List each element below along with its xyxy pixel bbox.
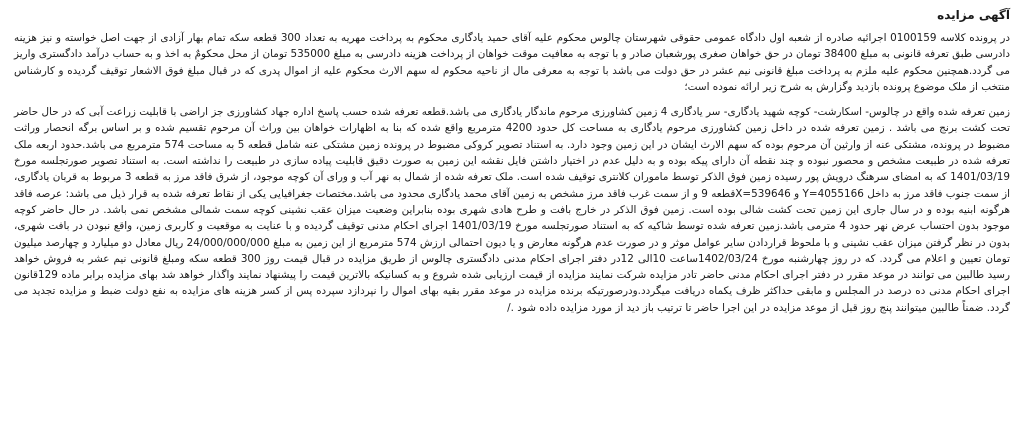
notice-title: آگهی مزایده <box>937 8 1010 22</box>
notice-paragraph-case-details: در پرونده کلاسه 0100159 اجرائیه صادره از شعبه اول دادگاه عمومی حقوقی شهرستان چالوس محکوم علیه آقای حمید یادگاری محکوم به پرداخت مهریه به تعداد 300 قطعه سکه تمام بهار آزادی از جهت اصل خواسته و نیز هزینه دادرسی طبق تعرفه قانونی به مبلغ 38400 تومان در حق خواهان صغری پورشعبان صادر و با توجه به معافیت موقت خواهان از پرداخت هزینه دادرسی به مبلغ 535000 تومان از محل محکومٌ به اخذ و به حساب درآمد دادگستری واریز می گردد.همچنین محکوم علیه ملزم به پرداخت مبلغ قانونی نیم عشر در حق دولت می باشد با توجه به معرفی مال از ناحیه محکوم له سهم الارث محکوم علیه از اموال پدری که در قبال مبلغ فوق الاشعار توقیف گردیده و کارشناس منتخب از ملک موضوع پرونده بازدید وگزارش به شرح زیر ارائه نموده است؛ <box>14 32 1011 93</box>
notice-paragraph-property-details: زمین تعرفه شده واقع در چالوس- اسکارشت- کوچه شهید یادگاری- سر یادگاری 4 زمین کشاورزی مرحوم ماندگار یادگاری می باشد.قطعه تعرفه شده حسب پاسخ اداره جهاد کشاورزی جز اراضی با قابلیت زراعت آبی که در حال حاضر تحت کشت برنج می باشد . زمین تعرفه شده در داخل زمین کشاورزی مرحوم یادگاری به مساحت کل حدود 4200 مترمربع واقع شده که بنا به اظهارات خواهان بین وراث آن مرحوم تقسیم شده و بر اساس برگه انحصار وراثت مضبوط در پرونده، مشتکی عنه از وارثین آن مرحوم بوده که سهم الارث ایشان در این زمین وجود دارد. به استناد تصویر کروکی مضبوط در پرونده زمین مشتکی عنه شامل قطعه 5 به مساحت 574 مترمربع می باشد.حدود اربعه ملک تعرفه شده در طبیعت مشخص و محصور نبوده و چند نقطه آن دارای پیکه بوده و به دلیل عدم در اختیار داشتن فایل نقشه این زمین به صورت دقیق قابلیت پیاده سازی در طبیعت را نداشته است. به استناد تصویر صورتجلسه مورخ 1401/03/19 که به امضای سرهنگ درویش پور رسیده زمین فوق الذکر توسط ماموران کلانتری توقیف شده است. ملک تعرفه شده از شمال به نهر آب و ورای آن کوچه موجود، از شرق فاقد مرز به قطعه 3 مربوط به قربان یادگاری، از سمت جنوب فاقد مرز به داخل Y=4055166 و X=539646قطعه 9 و از سمت غرب فاقد مرز مشخص به زمین آقای محمد یادگاری محدود می باشد.مختصات جغرافیایی یکی از نقاط تعرفه شده به قرار ذیل می باشد: عرصه فاقد هرگونه ابنیه بوده و در سال جاری این زمین تحت کشت شالی بوده است. زمین فوق الذکر در خارج بافت و طرح هادی شهری بوده بنابراین وضعیت میزان عقب نشینی کوچه سمت شمالی مشخص نمی باشد. در حال حاضر کوچه موجود بدون احتساب عرض نهر حدود 4 مترمی باشد.زمین تعرفه شده توسط شاکیه که به استناد صورتجلسه مورخ 1401/03/19 اجرای احکام مدنی توقیف گردیده و با عنایت به موقعیت و کاربری زمین، واقع نبودن در بافت شهری، بدون در نظر گرفتن میزان عقب نشینی و با ملحوظ قراردادن سایر عوامل موثر و در صورت عدم هرگونه معارض و یا دیون احتمالی ارزش 574 مترمربع از این زمین به مبلغ 24/000/000/000 ریال معادل دو میلیارد و چهارصد میلیون تومان تعیین و اعلام می گردد. که در روز چهارشنبه مورخ 1402/03/24ساعت 10الی 12در دفتر اجرای احکام مدنی دادگستری چالوس از طریق مزایده در قبال قیمت روز 300 قطعه سکه ومبلغ قانونی نیم عشر به فروش خواهد رسید طالبین می توانند در موعد مقرر در دفتر اجرای احکام مدنی حاضر تادر مزایده شرکت نمایند مزایده از قیمت ارزیابی شده شروع و به کسانیکه بالاترین قیمت را پیشنهاد نمایند واگذار خواهد شد بهای مزایده برابر ماده 129قانون اجرای احکام مدنی ده درصد در المجلس و مابقی حداکثر ظرف یکماه دریافت میگردد.ودرصورتیکه برنده مزایده در موعد مقرر بقیه بهای اموال را نپردازد سپرده پس از کسر هزینه های مزایده به نفع دولت ضبط و مزایده تجدید می گردد. ضمناً طالبین میتوانند پنج روز قبل از موعد مزایده در این اجرا حاضر تا ترتیب باز دید از مورد مزایده داده شود ./ <box>14 106 1011 314</box>
